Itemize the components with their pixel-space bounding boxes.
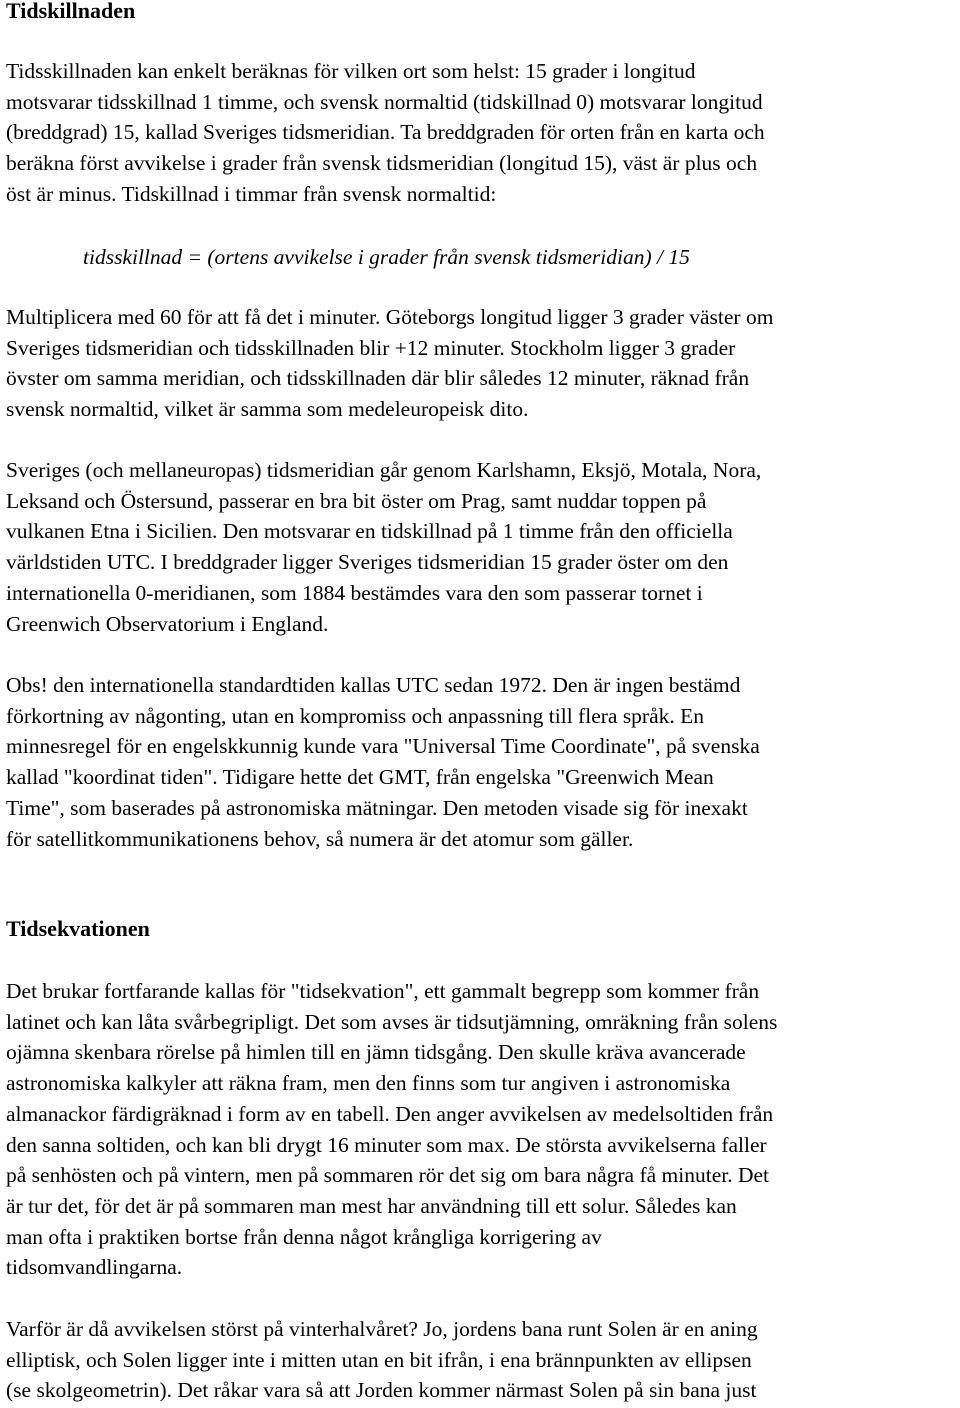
section-heading-tidsekvationen: Tidsekvationen xyxy=(6,916,150,941)
formula: tidsskillnad = (ortens avvikelse i grader från svensk tidsmeridian) / 15 xyxy=(83,245,690,269)
paragraph-utc-note: Obs! den internationella standardtiden kallas UTC sedan 1972. Den är ingen bestämd förkortning av någonting, utan en kompromiss och anpassning till flera språk. En minnesregel för en engelskkunnig kunde vara "Universal Time Coordinate", på svenska kallad "koordinat tiden". Tidigare hette det GMT, från engelska "Greenwich Mean Time", som baserades på astronomiska mätningar. Den metoden visade sig för inexakt för satellitkommunikationens behov, så numera är det atomur som gäller. xyxy=(6,673,760,851)
paragraph-intro: Tidsskillnaden kan enkelt beräknas för vilken ort som helst: 15 grader i longitud motsvarar tidsskillnad 1 timme, och svensk normaltid (tidskillnad 0) motsvarar longitud (breddgrad) 15, kallad Sveriges tidsmeridian. Ta breddgraden för orten från en karta och beräkna först avvikelse i grader från svensk tidsmeridian (longitud 15), väst är plus och öst är minus. Tidskillnad i timmar från svensk normaltid: xyxy=(6,59,765,206)
paragraph-minutes: Multiplicera med 60 för att få det i minuter. Göteborgs longitud ligger 3 grader väster om Sveriges tidsmeridian och tidsskillnaden blir +12 minuter. Stockholm ligger 3 grader övster om samma meridian, och tidsskillnaden där blir således 12 minuter, räknad från svensk normaltid, vilket är samma som medeleuropeisk dito. xyxy=(6,305,774,422)
section-heading-tidskillnaden: Tidskillnaden xyxy=(6,0,136,23)
paragraph-winter-deviation: Varför är då avvikelsen störst på vinterhalvåret? Jo, jordens bana runt Solen är en aning elliptisk, och Solen ligger inte i mitten utan en bit ifrån, i ena brännpunkten av ellipsen (se skolgeometrin). Det råkar vara så att Jorden kommer närmast Solen på sin bana just xyxy=(6,1317,758,1403)
paragraph-meridian: Sveriges (och mellaneuropas) tidsmeridian går genom Karlshamn, Eksjö, Motala, Nora, Leksand och Östersund, passerar en bra bit öster om Prag, samt nuddar toppen på vulkanen Etna i Sicilien. Den motsvarar en tidskillnad på 1 timme från den officiella världstiden UTC. I breddgrader ligger Sveriges tidsmeridian 15 grader öster om den internationella 0-meridianen, som 1884 bestämdes vara den som passerar tornet i Greenwich Observatorium i England. xyxy=(6,458,762,636)
paragraph-tidsekvation: Det brukar fortfarande kallas för "tidsekvation", ett gammalt begrepp som kommer från latinet och kan låta svårbegripligt. Det som avses är tidsutjämning, omräkning från solens ojämna skenbara rörelse på himlen till en jämn tidsgång. Den skulle kräva avancerade astronomiska kalkyler att räkna fram, men den finns som tur angiven i astronomiska almanackor färdigräknad i form av en tabell. Den anger avvikelsen av medelsoltiden från den sanna soltiden, och kan bli drygt 16 minuter som max. De största avvikelserna faller på senhösten och på vintern, men på sommaren rör det sig om bara några få minuter. Det är tur det, för det är på sommaren man mest har användning till ett solur. Således kan man ofta i praktiken bortse från denna något krångliga korrigering av tidsomvandlingarna. xyxy=(6,979,778,1280)
